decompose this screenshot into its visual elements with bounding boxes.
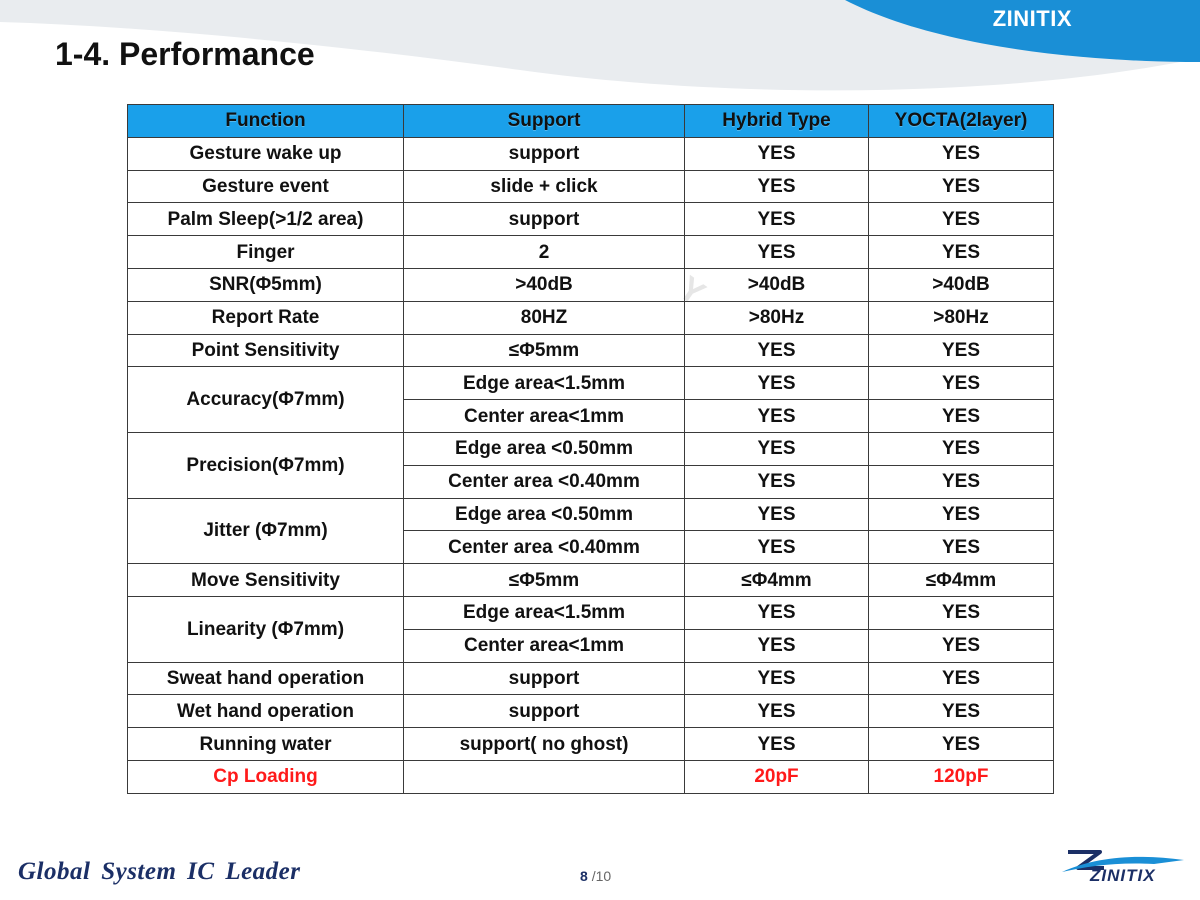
footer-tagline: Global System IC Leader [18, 858, 301, 885]
table-row [128, 432, 1054, 465]
table-row [128, 137, 1054, 170]
cell-yocta: 120pF [869, 760, 1054, 793]
cell-support: support( no ghost) [404, 728, 685, 761]
cell-support [404, 760, 685, 793]
cell-yocta: YES [869, 334, 1054, 367]
cell-support: support [404, 695, 685, 728]
cell-support: Center area<1mm [404, 629, 685, 662]
watermark: Y [671, 269, 712, 314]
table-row [128, 334, 1054, 367]
table-row [128, 367, 1054, 400]
header-yocta: YOCTA(2layer) [869, 105, 1054, 138]
cell-hybrid: YES [685, 596, 869, 629]
cell-yocta: YES [869, 170, 1054, 203]
table-row [128, 268, 1054, 301]
cell-hybrid: YES [685, 498, 869, 531]
cell-hybrid: YES [685, 662, 869, 695]
cell-hybrid: YES [685, 695, 869, 728]
cell-function: Move Sensitivity [128, 564, 404, 597]
page-total: /10 [591, 868, 612, 884]
cell-function: Gesture wake up [128, 137, 404, 170]
cell-yocta: YES [869, 596, 1054, 629]
table-header-row [128, 105, 1054, 138]
cell-yocta: >40dB [869, 268, 1054, 301]
cell-function: Accuracy(Φ7mm) [128, 367, 404, 433]
cell-hybrid: YES [685, 203, 869, 236]
table-row [128, 170, 1054, 203]
cell-yocta: YES [869, 498, 1054, 531]
table-row [128, 760, 1054, 793]
cell-function: SNR(Φ5mm) [128, 268, 404, 301]
cell-support: Edge area <0.50mm [404, 432, 685, 465]
footer-logo-text: ZINITIX [1090, 866, 1156, 885]
cell-yocta: YES [869, 203, 1054, 236]
cell-function: Gesture event [128, 170, 404, 203]
cell-hybrid: YES [685, 629, 869, 662]
cell-function: Report Rate [128, 301, 404, 334]
cell-support: Edge area<1.5mm [404, 596, 685, 629]
cell-function: Finger [128, 236, 404, 269]
cell-support: 2 [404, 236, 685, 269]
cell-hybrid: YES [685, 531, 869, 564]
cell-support: ≤Φ5mm [404, 334, 685, 367]
cell-hybrid: YES [685, 137, 869, 170]
cell-yocta: YES [869, 728, 1054, 761]
cell-support: >40dB [404, 268, 685, 301]
cell-hybrid: YES [685, 432, 869, 465]
cell-yocta: YES [869, 465, 1054, 498]
table-row [128, 695, 1054, 728]
table-row [128, 662, 1054, 695]
cell-yocta: YES [869, 367, 1054, 400]
cell-hybrid: ≤Φ4mm [685, 564, 869, 597]
cell-function: Jitter (Φ7mm) [128, 498, 404, 564]
cell-yocta: YES [869, 236, 1054, 269]
cell-support: slide + click [404, 170, 685, 203]
table-row [128, 236, 1054, 269]
cell-yocta: >80Hz [869, 301, 1054, 334]
cell-hybrid: YES [685, 334, 869, 367]
header-hybrid-type: Hybrid Type [685, 105, 869, 138]
table-row [128, 596, 1054, 629]
cell-support: Center area <0.40mm [404, 531, 685, 564]
cell-support: support [404, 662, 685, 695]
cell-hybrid: YES [685, 400, 869, 433]
cell-yocta: YES [869, 629, 1054, 662]
cell-support: Edge area <0.50mm [404, 498, 685, 531]
cell-yocta: YES [869, 400, 1054, 433]
table-row [128, 203, 1054, 236]
performance-table [127, 104, 1054, 794]
cell-hybrid: >80Hz [685, 301, 869, 334]
cell-hybrid: 20pF [685, 760, 869, 793]
header-function: Function [128, 105, 404, 138]
cell-function: Palm Sleep(>1/2 area) [128, 203, 404, 236]
cell-support: support [404, 203, 685, 236]
cell-support: Center area<1mm [404, 400, 685, 433]
cell-function: Linearity (Φ7mm) [128, 596, 404, 662]
table-row [128, 564, 1054, 597]
cell-function: Precision(Φ7mm) [128, 432, 404, 498]
cell-yocta: YES [869, 137, 1054, 170]
cell-function: Running water [128, 728, 404, 761]
cell-hybrid: YES [685, 236, 869, 269]
page-number [580, 868, 611, 884]
cell-support: Center area <0.40mm [404, 465, 685, 498]
table-row [128, 301, 1054, 334]
cell-function: Wet hand operation [128, 695, 404, 728]
cell-support: Edge area<1.5mm [404, 367, 685, 400]
cell-function: Cp Loading [128, 760, 404, 793]
page-current: 8 [580, 868, 588, 884]
cell-support: support [404, 137, 685, 170]
cell-support: 80HZ [404, 301, 685, 334]
cell-hybrid: YES [685, 465, 869, 498]
table-row [128, 728, 1054, 761]
cell-hybrid: >40dB [685, 268, 869, 301]
cell-support: ≤Φ5mm [404, 564, 685, 597]
cell-hybrid: YES [685, 170, 869, 203]
cell-function: Sweat hand operation [128, 662, 404, 695]
header-support: Support [404, 105, 685, 138]
cell-hybrid: YES [685, 367, 869, 400]
cell-yocta: YES [869, 531, 1054, 564]
cell-hybrid: YES [685, 728, 869, 761]
brand-name: ZINITIX [992, 6, 1072, 31]
cell-yocta: YES [869, 662, 1054, 695]
cell-function: Point Sensitivity [128, 334, 404, 367]
cell-yocta: ≤Φ4mm [869, 564, 1054, 597]
table-row [128, 498, 1054, 531]
cell-yocta: YES [869, 432, 1054, 465]
cell-yocta: YES [869, 695, 1054, 728]
page-title: 1-4. Performance [55, 36, 315, 72]
